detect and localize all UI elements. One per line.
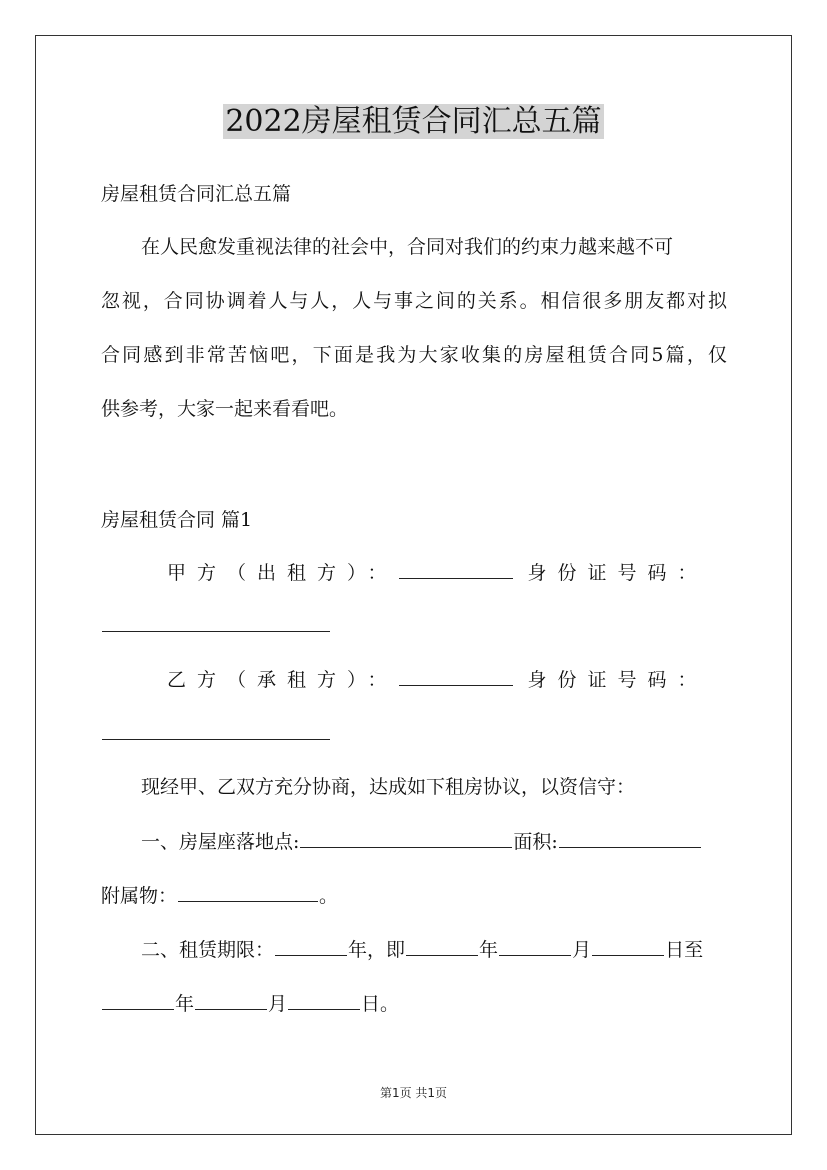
- clause-1-end: 。: [319, 885, 339, 907]
- party-a-id-blank[interactable]: [102, 630, 330, 632]
- day-end-text: 日。: [361, 993, 400, 1015]
- term-years-blank[interactable]: [275, 954, 347, 956]
- party-b-id-line: [101, 720, 727, 748]
- start-year-blank[interactable]: [406, 954, 478, 956]
- attachment-label: 附属物：: [101, 885, 178, 907]
- location-blank[interactable]: [300, 846, 512, 848]
- party-a-name-blank[interactable]: [399, 577, 513, 579]
- attachment-blank[interactable]: [178, 900, 318, 902]
- clause-1-location-label: 一、房屋座落地点:: [141, 831, 300, 853]
- party-a-line: [101, 559, 727, 587]
- intro-line-3: 合同感到非常苦恼吧，下面是我为大家收集的房屋租赁合同5篇，仅: [101, 344, 727, 366]
- document-subtitle: 房屋租赁合同汇总五篇: [101, 183, 292, 205]
- start-month-blank[interactable]: [499, 954, 571, 956]
- start-day-blank[interactable]: [592, 954, 664, 956]
- page-footer: 第1页 共1页: [379, 1086, 448, 1100]
- agreement-text: 现经甲、乙双方充分协商，达成如下租房协议，以资信守：: [141, 776, 636, 798]
- intro-line-4: 供参考，大家一起来看看吧。: [101, 398, 349, 420]
- clause-2-end-line: [101, 990, 727, 1018]
- ji-text: ，即: [367, 939, 406, 961]
- section-heading: 房屋租赁合同 篇1: [101, 509, 253, 531]
- clause-1-attach-line: [101, 882, 727, 910]
- clause-1-line: [101, 828, 767, 856]
- document-title: 2022房屋租赁合同汇总五篇: [225, 104, 602, 139]
- end-day-blank[interactable]: [288, 1008, 360, 1010]
- party-b-line: [101, 666, 727, 694]
- party-a-id-label: 身份证号码：: [527, 562, 708, 584]
- intro-line-2: 忽视，合同协调着人与人，人与事之间的关系。相信很多朋友都对拟: [101, 290, 727, 312]
- party-a-id-line: [101, 612, 727, 640]
- year-unit-1: 年: [348, 939, 368, 961]
- party-b-label: 乙方（承租方）：: [167, 669, 398, 691]
- end-month-blank[interactable]: [195, 1008, 267, 1010]
- clause-2-label: 二、租赁期限：: [141, 939, 275, 961]
- day-to-text: 日至: [665, 939, 704, 961]
- party-b-id-label: 身份证号码：: [527, 669, 708, 691]
- year-unit-3: 年: [175, 993, 195, 1015]
- party-b-id-blank[interactable]: [102, 738, 330, 740]
- clause-2-line: [101, 936, 767, 964]
- area-blank[interactable]: [559, 846, 701, 848]
- month-unit-2: 月: [268, 993, 288, 1015]
- clause-1-area-label: 面积:: [513, 831, 558, 853]
- party-b-name-blank[interactable]: [399, 684, 513, 686]
- intro-line-1: 在人民愈发重视法律的社会中，合同对我们的约束力越来越不可: [141, 236, 674, 258]
- year-unit-2: 年: [479, 939, 499, 961]
- month-unit-1: 月: [572, 939, 592, 961]
- party-a-label: 甲方（出租方）：: [167, 562, 398, 584]
- end-year-blank[interactable]: [102, 1008, 174, 1010]
